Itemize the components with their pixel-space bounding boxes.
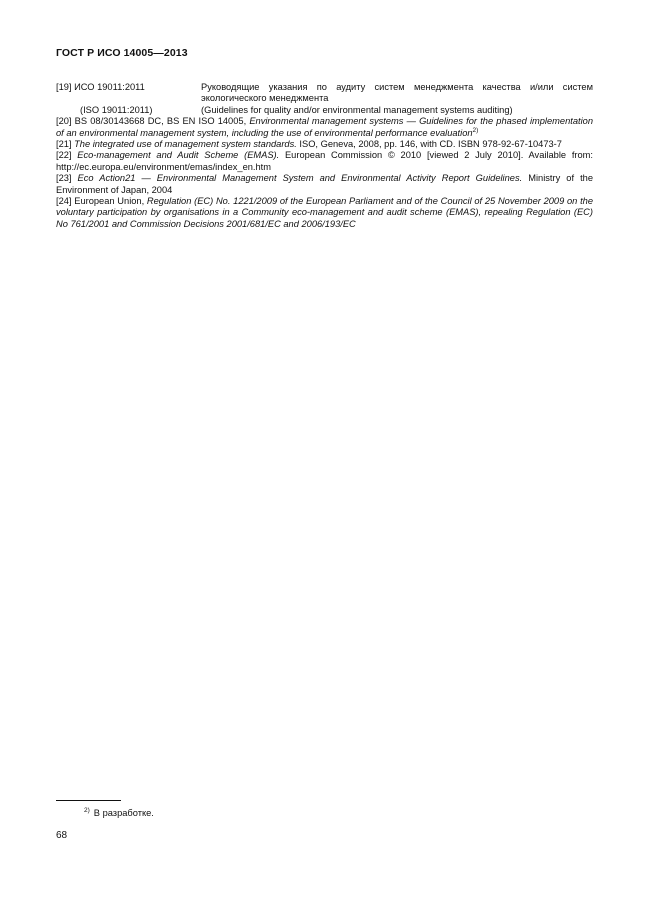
reference-24-prefix: [24] European Union, [56,196,147,207]
reference-21 [56,139,593,150]
reference-20-footnote-marker: 2) [472,126,479,134]
document-header: ГОСТ Р ИСО 14005—2013 [56,47,188,59]
reference-22-prefix: [22] [56,150,78,161]
reference-24 [56,196,593,230]
bibliography-list [56,82,593,230]
reference-22-title: Eco-management and Audit Scheme (EMAS). [77,150,280,161]
reference-20-prefix: [20] BS 08/30143668 DC, BS EN ISO 14005, [56,116,250,127]
reference-21-details: ISO, Geneva, 2008, pp. 146, with CD. ISBN 978-92-67-10473-7 [296,139,562,150]
page-number: 68 [56,830,68,841]
reference-23 [56,173,593,196]
footnote-text: В разработке. [93,808,154,818]
reference-22 [56,150,593,173]
reference-19-translation [56,105,593,116]
reference-21-title: The integrated use of management system standards. [74,139,297,150]
reference-22-details: European Commission © 2010 [viewed 2 July 2010]. Available from: http://ec.europa.eu/environment/emas/index_en.htm [56,150,594,172]
reference-20-title: Environmental management systems — Guidelines for the phased implementation of an environmental management system, including the use of environmental performance evaluation [56,116,593,138]
footnote-divider [56,800,121,801]
reference-19 [56,82,593,105]
reference-24-title: Regulation (EC) No. 1221/2009 of the European Parliament and of the Council of 25 November 2009 on the voluntary participation by organisations in a Community eco-management and audit scheme (EMAS), repealing Regulation (EC) No 761/2001 and Commission Decisions 2001/681/EC and 2006/193/EC [56,196,594,229]
reference-19-label: [19] ИСО 19011:2011 [56,82,145,92]
reference-19-title: Руководящие указания по аудиту систем менеджмента качества и/или систем экологического менеджмента [201,82,593,104]
reference-20 [56,116,593,139]
reference-21-prefix: [21] [56,139,75,150]
footnote [84,808,154,818]
reference-23-details: Ministry of the Environment of Japan, 2004 [56,173,593,195]
reference-23-prefix: [23] [56,173,78,184]
reference-23-title: Eco Action21 — Environmental Management System and Environmental Activity Report Guidelines. [77,173,523,184]
footnote-marker: 2) [84,806,90,814]
reference-19-trans-title: (Guidelines for quality and/or environmental management systems auditing) [201,104,513,115]
reference-19-trans-code: (ISO 19011:2011) [80,104,153,115]
